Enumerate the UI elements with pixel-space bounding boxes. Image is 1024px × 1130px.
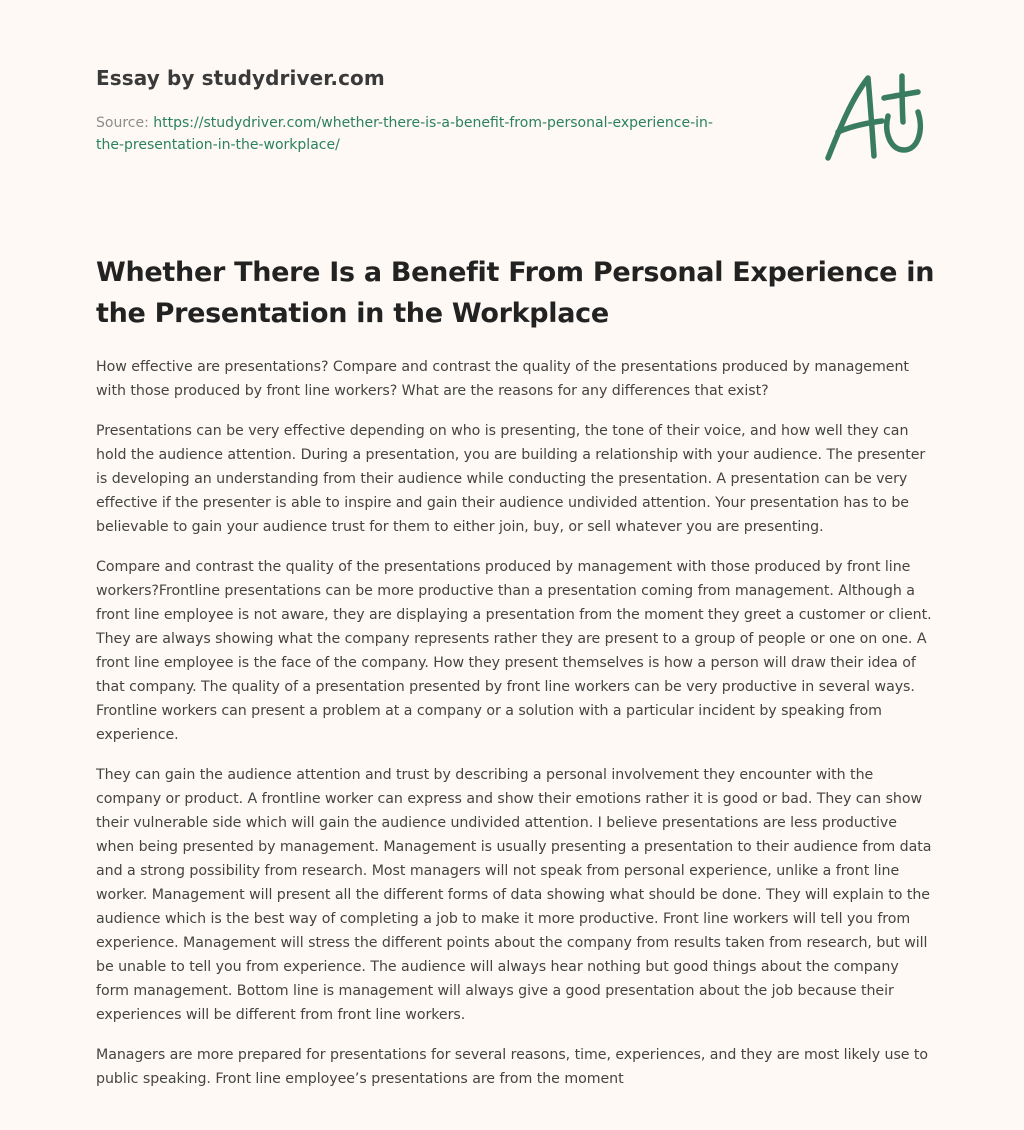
paragraph-5: Managers are more prepared for presentations for several reasons, time, experiences, and they are most likely use to public speaking. Front line employee’s presentations are from the moment xyxy=(96,1047,929,1087)
paragraph-3: Compare and contrast the quality of the presentations produced by management with those produced by front line workers?Frontline presentations can be more productive than a presentation coming from management. Although a front line employee is not aware, they are displaying a presentation from the moment they greet a customer or client. They are always showing what the company represents rather they are present to a group of people or one on one. A front line employee is the face of the company. How they present themselves is how a person will draw their idea of that company. The quality of a presentation presented by front line workers can be very productive in several ways. Frontline workers can present a problem at a company or a solution with a particular incident by speaking from experience. xyxy=(96,559,932,743)
source-link-line-2: the-presentation-in-the-workplace/ xyxy=(96,137,340,153)
source-line xyxy=(96,112,776,156)
a-plus-logo-icon xyxy=(818,66,934,166)
article-title: Whether There Is a Benefit From Personal Experience in the Presentation in the Workplace xyxy=(96,257,935,329)
paragraph-2: Presentations can be very effective depending on who is presenting, the tone of their voice, and how well they can hold the audience attention. During a presentation, you are building a relationship with your audience. The presenter is developing an understanding from their audience while conducting the presentation. A presentation can be very effective if the presenter is able to inspire and gain their audience undivided attention. Your presentation has to be believable to gain your audience trust for them to either join, buy, or sell whatever you are presenting. xyxy=(96,423,926,535)
source-label: Source: xyxy=(96,115,149,131)
paragraph-4: They can gain the audience attention and trust by describing a personal involvement they encounter with the company or product. A frontline worker can express and show their emotions rather it is good or bad. They can show their vulnerable side which will gain the audience undivided attention. I believe presentations are less productive when being presented by management. Management is usually presenting a presentation to their audience from data and a strong possibility from research. Most managers will not speak from personal experience, unlike a front line worker. Management will present all the different forms of data showing what should be done. They will explain to the audience which is the best way of completing a job to make it more productive. Front line workers will tell you from experience. Management will stress the different points about the company from results taken from research, but will be unable to tell you from experience. The audience will always hear nothing but good things about the company form management. Bottom line is management will always give a good presentation about the job because their experiences will be different from front line workers. xyxy=(96,767,932,1023)
site-brand: Essay by studydriver.com xyxy=(96,66,385,90)
paragraph-1: How effective are presentations? Compare and contrast the quality of the presentations produced by management with those produced by front line workers? What are the reasons for any differences that exist? xyxy=(96,359,909,399)
site-header xyxy=(96,64,796,92)
source-link-line-1: https://studydriver.com/whether-there-is-a-benefit-from-personal-experience-in- xyxy=(153,115,713,131)
article-body xyxy=(96,355,932,1107)
source-link[interactable] xyxy=(96,115,713,153)
